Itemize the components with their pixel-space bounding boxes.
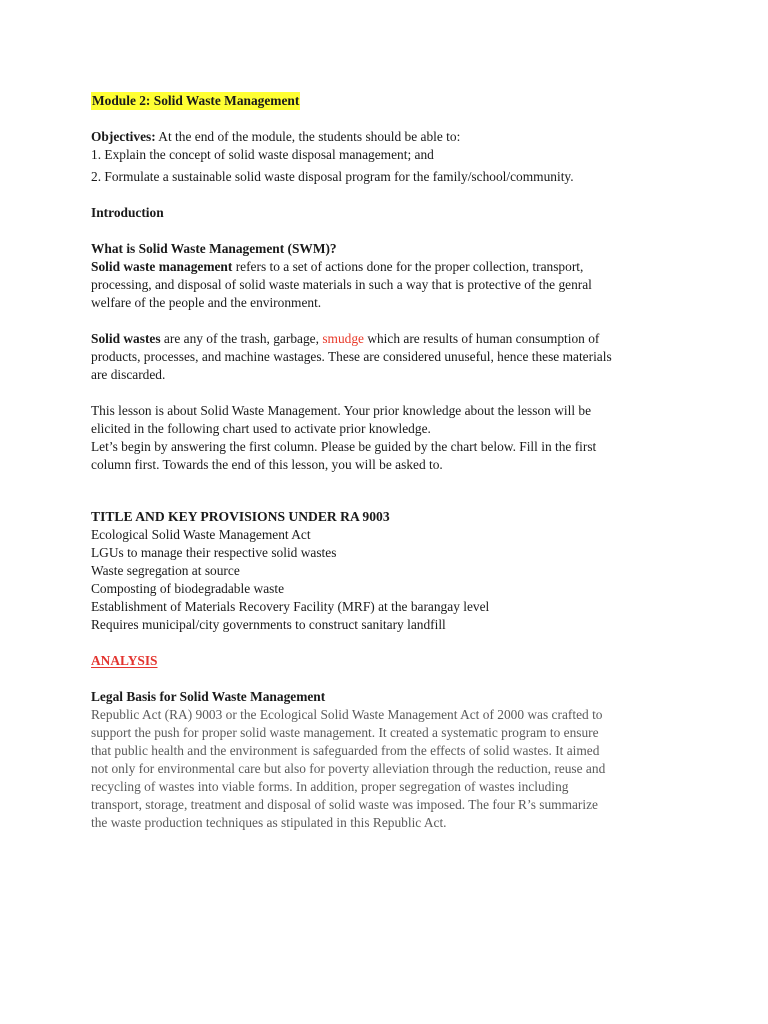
objectives-line (91, 128, 701, 146)
ra-provision: Composting of biodegradable waste (91, 581, 285, 596)
lesson-line-2: elicited in the following chart used to activate prior knowledge. (91, 421, 431, 436)
swm-question: What is Solid Waste Management (SWM)? (91, 241, 337, 256)
legal-basis-line: not only for environmental care but also for poverty alleviation through the reduction, reuse and (91, 761, 606, 776)
objective-item-1: 1. Explain the concept of solid waste disposal management; and (91, 147, 434, 162)
analysis-heading: ANALYSIS (91, 653, 158, 668)
ra-provision: Ecological Solid Waste Management Act (91, 527, 311, 542)
solid-wastes-line-2: products, processes, and machine wastages. These are considered unuseful, hence these materials (91, 349, 612, 364)
lesson-line-4: column first. Towards the end of this lesson, you will be asked to. (91, 457, 443, 472)
introduction-heading: Introduction (91, 205, 164, 220)
ra-provision: Waste segregation at source (91, 563, 240, 578)
legal-basis-line: recycling of wastes into viable forms. In addition, proper segregation of wastes including (91, 779, 569, 794)
lesson-line-3: Let’s begin by answering the first column. Please be guided by the chart below. Fill in the first (91, 439, 597, 454)
ra-provision: Requires municipal/city governments to construct sanitary landfill (91, 617, 446, 632)
smudge-word: smudge (322, 331, 364, 346)
objectives-label: Objectives: (91, 129, 156, 144)
legal-basis-line: Republic Act (RA) 9003 or the Ecological Solid Waste Management Act of 2000 was crafted to (91, 707, 603, 722)
swm-definition-line-1: Solid waste management refers to a set of actions done for the proper collection, transport, (91, 259, 584, 274)
legal-basis-line: the waste production techniques as stipulated in this Republic Act. (91, 815, 447, 830)
module-title: Module 2: Solid Waste Management (92, 93, 300, 108)
objective-item-2: 2. Formulate a sustainable solid waste disposal program for the family/school/community. (91, 169, 574, 184)
document-page (91, 92, 701, 832)
lesson-line-1: This lesson is about Solid Waste Management. Your prior knowledge about the lesson will be (91, 403, 592, 418)
ra-provision: Establishment of Materials Recovery Facility (MRF) at the barangay level (91, 599, 490, 614)
solid-wastes-line-3: are discarded. (91, 367, 166, 382)
legal-basis-line: support the push for proper solid waste management. It created a systematic program to ensure (91, 725, 599, 740)
legal-basis-line: transport, storage, treatment and disposal of solid waste was imposed. The four R’s summarize (91, 797, 598, 812)
swm-definition-line-3: welfare of the people and the environment. (91, 295, 322, 310)
solid-wastes-line-1: Solid wastes are any of the trash, garbage, smudge which are results of human consumption of (91, 331, 600, 346)
ra-provision: LGUs to manage their respective solid wastes (91, 545, 337, 560)
legal-basis-heading: Legal Basis for Solid Waste Management (91, 689, 326, 704)
swm-definition-line-2: processing, and disposal of solid waste materials in such a way that is protective of the genral (91, 277, 592, 292)
objectives-intro: At the end of the module, the students should be able to: (155, 129, 461, 144)
swm-term: Solid waste management (91, 259, 233, 274)
ra-heading: TITLE AND KEY PROVISIONS UNDER RA 9003 (91, 509, 390, 524)
solid-wastes-term: Solid wastes (91, 331, 161, 346)
legal-basis-line: that public health and the environment is safeguarded from the effects of solid wastes. It aimed (91, 743, 600, 758)
